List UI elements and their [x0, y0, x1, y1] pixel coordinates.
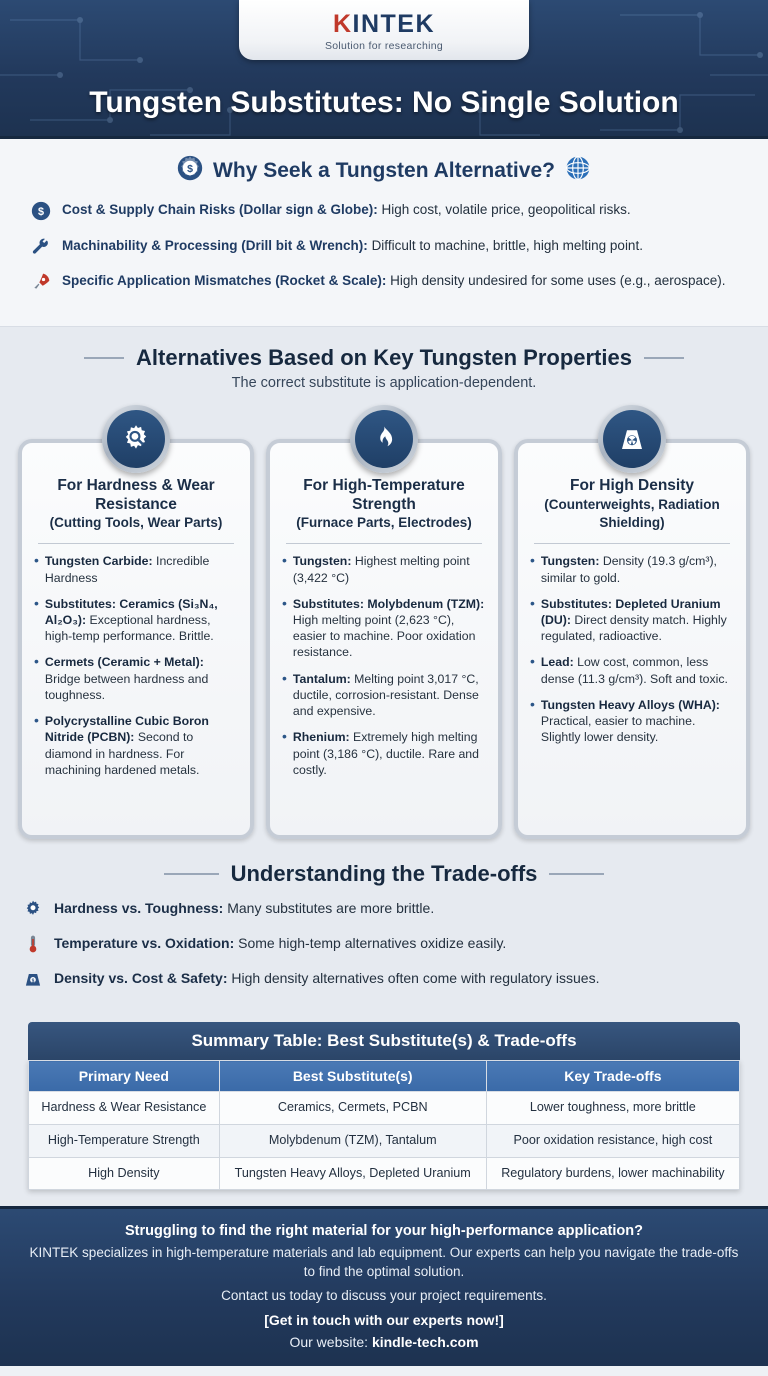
svg-text:$: $ [37, 206, 45, 219]
dollar-gear-icon [177, 155, 203, 187]
bullet-body: Low cost, common, less dense (11.3 g/cm³). Soft and toxic. [540, 655, 728, 686]
footer-headline: Struggling to find the right material for your high-performance application? [125, 1223, 643, 1240]
summary-table-body [29, 1092, 740, 1190]
bullet-label: Tungsten Heavy Alloys (WHA): [540, 697, 720, 712]
tradeoff-label: Hardness vs. Toughness: [54, 899, 224, 916]
summary-table-caption: Summary Table: Best Substitute(s) & Trade-offs [28, 1022, 740, 1060]
tradeoff-body: High density alternatives often come with regulatory issues. [227, 970, 600, 987]
card-bullet [34, 654, 238, 703]
logo-wordmark [239, 10, 529, 39]
cell-primary-need: High-Temperature Strength [29, 1124, 220, 1157]
cell-best-substitute: Molybdenum (TZM), Tantalum [219, 1124, 486, 1157]
bullet-dot-icon: • [282, 669, 287, 686]
card-subtitle-text: (Furnace Parts, Electrodes) [296, 515, 472, 531]
card-hardness [18, 405, 254, 839]
bullet-dot-icon: • [282, 594, 287, 611]
card-badge [350, 405, 418, 473]
bullet-body: Exceptional hardness, high-temp performance. Brittle. [44, 613, 214, 644]
rule-right [644, 357, 684, 359]
card-bullet [530, 596, 734, 645]
logo-initial: K [332, 10, 353, 38]
bullet-label: Tantalum: [292, 671, 351, 686]
weight-safety-icon [22, 969, 44, 993]
card-high-temperature [266, 405, 502, 839]
bullet-body: Incredible Hardness [44, 554, 210, 585]
why-item-text [62, 272, 726, 290]
cell-key-tradeoffs: Lower toughness, more brittle [486, 1092, 739, 1125]
why-section-title [22, 155, 746, 187]
bullet-text [45, 553, 238, 585]
bullet-body: Density (19.3 g/cm³), similar to gold. [540, 554, 717, 585]
alternatives-title: Alternatives Based on Key Tungsten Properties [136, 344, 632, 370]
why-item-text [62, 237, 643, 255]
logo-tagline: Solution for researching [324, 40, 444, 52]
why-item [30, 237, 738, 262]
table-row [29, 1092, 740, 1125]
divider [286, 543, 482, 544]
card-bullet [34, 713, 238, 778]
divider [38, 543, 234, 544]
summary-table-head [29, 1061, 740, 1092]
card-title-text: For High Density [569, 476, 694, 494]
rule-left [164, 873, 219, 875]
bullet-body: Direct density match. Highly regulated, radioactive. [540, 613, 727, 644]
bullet-label: Substitutes: Molybdenum (TZM): [292, 596, 485, 611]
alternatives-subtitle: The correct substitute is application-dependent. [231, 374, 537, 391]
globe-icon [565, 155, 591, 187]
why-item-text [62, 201, 631, 219]
tradeoffs-heading [22, 861, 746, 887]
cell-key-tradeoffs: Poor oxidation resistance, high cost [486, 1124, 739, 1157]
cell-key-tradeoffs: Regulatory burdens, lower machinability [486, 1157, 739, 1190]
tradeoff-label: Density vs. Cost & Safety: [54, 970, 228, 987]
column-header-best-substitute: Best Substitute(s) [219, 1061, 486, 1092]
card-subtitle-text: (Cutting Tools, Wear Parts) [49, 515, 223, 531]
card-title [282, 477, 486, 534]
bullet-text [293, 671, 486, 720]
bullet-text [541, 553, 734, 585]
footer-website-link[interactable]: kindle-tech.com [371, 1333, 479, 1350]
why-item [30, 272, 738, 297]
card-bullet [530, 553, 734, 585]
card-subtitle-text: (Counterweights, Radiation Shielding) [544, 496, 720, 531]
bullet-dot-icon: • [282, 552, 287, 569]
card-high-density [514, 405, 750, 839]
bullet-body: Extremely high melting point (3,186 °C), ductile. Rare and costly. [292, 730, 479, 777]
card-bullet [34, 553, 238, 585]
bullet-label: Lead: [540, 655, 574, 670]
bullet-text [541, 596, 734, 645]
wrench-icon [30, 237, 52, 262]
card-bullet [282, 596, 486, 661]
card-bullet [530, 697, 734, 746]
bullet-text [45, 654, 238, 703]
why-item [30, 201, 738, 226]
tradeoff-text [54, 934, 506, 952]
rocket-icon [30, 272, 52, 297]
page-footer [0, 1206, 768, 1365]
bullet-body: Second to diamond in hardness. For machining hardened metals. [44, 730, 200, 777]
bullet-text [293, 729, 486, 778]
why-list [22, 201, 746, 297]
bullet-label: Tungsten: [540, 554, 600, 569]
logo-rest: INTEK [352, 10, 436, 38]
card-badge [598, 405, 666, 473]
card-bullet [282, 671, 486, 720]
card-badge [102, 405, 170, 473]
rule-right [549, 873, 604, 875]
cell-primary-need: Hardness & Wear Resistance [29, 1092, 220, 1125]
card-bullet [530, 654, 734, 686]
card-title [530, 477, 734, 534]
thermometer-icon [22, 934, 44, 958]
bullet-body: High melting point (2,623 °C), easier to machine. Poor oxidation resistance. [292, 613, 476, 660]
table-header-row [29, 1061, 740, 1092]
page-title: Tungsten Substitutes: No Single Solution [89, 86, 679, 119]
dollar-sign-icon [30, 201, 52, 226]
weight-radiation-icon [603, 410, 661, 468]
table-row [29, 1157, 740, 1190]
card-title-text: For High-Temperature Strength [303, 476, 465, 513]
bullet-label: Cermets (Ceramic + Metal): [44, 655, 204, 670]
footer-cta[interactable]: [Get in touch with our experts now!] [264, 1311, 504, 1328]
tradeoff-text [54, 899, 434, 917]
why-item-body: High cost, volatile price, geopolitical risks. [381, 202, 631, 217]
bullet-dot-icon: • [34, 712, 39, 729]
footer-website-line [26, 1334, 742, 1350]
bullet-dot-icon: • [34, 552, 39, 569]
card-body [514, 439, 750, 839]
svg-text:$: $ [187, 163, 193, 176]
column-header-key-tradeoffs: Key Trade-offs [486, 1061, 739, 1092]
summary-table [28, 1022, 740, 1190]
why-title-text: Why Seek a Tungsten Alternative? [213, 159, 555, 182]
cell-best-substitute: Ceramics, Cermets, PCBN [219, 1092, 486, 1125]
tradeoff-body: Some high-temp alternatives oxidize easily. [234, 934, 507, 951]
why-item-body: Difficult to machine, brittle, high melting point. [371, 237, 643, 253]
tradeoff-label: Temperature vs. Oxidation: [54, 934, 235, 951]
bullet-label: Substitutes: Depleted Uranium (DU): [540, 596, 721, 628]
tradeoff-text [54, 969, 599, 987]
rule-left [84, 357, 124, 359]
bullet-text [293, 553, 486, 585]
card-body [266, 439, 502, 839]
bullet-label: Tungsten: [292, 554, 352, 569]
card-bullet [282, 553, 486, 585]
bullet-dot-icon: • [34, 594, 39, 611]
card-title-text: For Hardness & Wear Resistance [57, 476, 215, 513]
why-item-label: Specific Application Mismatches (Rocket & Scale): [62, 273, 387, 289]
tradeoff-item [22, 969, 746, 993]
bullet-label: Tungsten Carbide: [44, 554, 153, 569]
bullet-text [45, 713, 238, 778]
tradeoff-item [22, 934, 746, 958]
card-bullet [34, 596, 238, 645]
why-item-body: High density undesired for some uses (e.g., aerospace). [390, 273, 726, 289]
bullet-dot-icon: • [530, 653, 535, 670]
table-row [29, 1124, 740, 1157]
alternatives-heading [18, 345, 750, 371]
tradeoffs-title: Understanding the Trade-offs [230, 860, 538, 886]
summary-table-wrapper [0, 1018, 768, 1206]
tradeoff-body: Many substitutes are more brittle. [223, 899, 435, 916]
bullet-body: Melting point 3,017 °C, ductile, corrosion-resistant. Dense and expensive. [292, 671, 479, 719]
footer-description: KINTEK specializes in high-temperature materials and lab equipment. Our experts can help you navigate the trade-offs to find the optimal solution. [29, 1245, 739, 1279]
alternatives-section [0, 327, 768, 849]
tradeoff-item [22, 899, 746, 923]
gear-magnifier-icon [107, 410, 165, 468]
bullet-dot-icon: • [282, 728, 287, 745]
footer-website-label: Our website: [289, 1333, 372, 1350]
bullet-label: Polycrystalline Cubic Boron Nitride (PCBN): [44, 714, 209, 745]
page-header [0, 0, 768, 139]
bullet-text [541, 654, 734, 686]
bullet-dot-icon: • [530, 594, 535, 611]
bullet-label: Rhenium: [292, 730, 350, 745]
bullet-dot-icon: • [530, 552, 535, 569]
alternative-cards [18, 405, 750, 839]
cell-best-substitute: Tungsten Heavy Alloys, Depleted Uranium [219, 1157, 486, 1190]
card-body [18, 439, 254, 839]
bullet-dot-icon: • [34, 653, 39, 670]
kintek-logo[interactable] [239, 0, 529, 60]
why-section [0, 139, 768, 327]
tradeoffs-section [0, 849, 768, 1019]
column-header-primary-need: Primary Need [29, 1061, 220, 1092]
bullet-label: Substitutes: Ceramics (Si₃N₄, Al₂O₃): [44, 596, 218, 628]
bullet-dot-icon: • [530, 695, 535, 712]
bullet-text [293, 596, 486, 661]
footer-contact-line: Contact us today to discuss your project requirements. [221, 1287, 547, 1303]
why-item-label: Cost & Supply Chain Risks (Dollar sign & Globe): [62, 202, 378, 217]
svg-text:$: $ [31, 978, 35, 985]
why-item-label: Machinability & Processing (Drill bit & Wrench): [62, 237, 368, 253]
card-bullet [282, 729, 486, 778]
card-title [34, 477, 238, 534]
bullet-text [541, 697, 734, 746]
bullet-body: Practical, easier to machine. Slightly lower density. [540, 714, 696, 745]
bullet-text [45, 596, 238, 645]
gear-icon [22, 899, 44, 923]
flame-icon [355, 410, 413, 468]
divider [534, 543, 730, 544]
cell-primary-need: High Density [29, 1157, 220, 1190]
bullet-body: Highest melting point (3,422 °C) [292, 554, 470, 585]
bullet-body: Bridge between hardness and toughness. [44, 671, 209, 702]
